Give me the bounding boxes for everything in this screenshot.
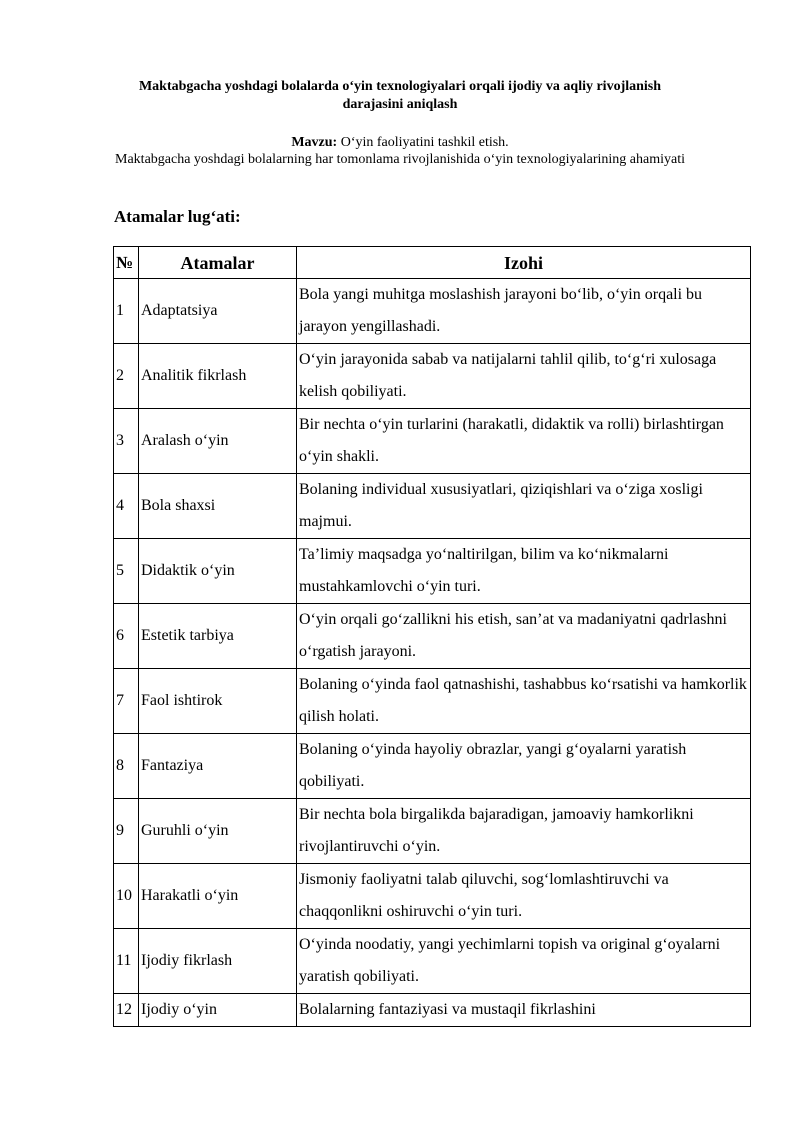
row-number: 10 — [114, 864, 139, 929]
row-description: Bola yangi muhitga moslashish jarayoni bo‘lib, o‘yin orqali bu jarayon yengillashadi. — [297, 279, 751, 344]
topic-text: O‘yin faoliyatini tashkil etish. — [340, 135, 509, 150]
row-description: Bolaning o‘yinda hayoliy obrazlar, yangi g‘oyalarni yaratish qobiliyati. — [297, 734, 751, 799]
row-term: Aralash o‘yin — [139, 409, 297, 474]
table-row — [114, 669, 751, 734]
row-term: Ijodiy fikrlash — [139, 929, 297, 994]
table-row — [114, 344, 751, 409]
document-title: Maktabgacha yoshdagi bolalarda o‘yin texnologiyalari orqali ijodiy va aqliy rivojlanish darajasini aniqlash — [138, 79, 662, 112]
row-term: Analitik fikrlash — [139, 344, 297, 409]
section-heading: Atamalar lug‘ati: — [114, 207, 241, 226]
row-number: 4 — [114, 474, 139, 539]
header-term: Atamalar — [139, 247, 297, 279]
row-number: 11 — [114, 929, 139, 994]
row-term: Didaktik o‘yin — [139, 539, 297, 604]
row-description: Bolaning individual xususiyatlari, qiziqishlari va o‘ziga xosligi majmui. — [297, 474, 751, 539]
row-number: 5 — [114, 539, 139, 604]
table-header-row — [114, 247, 751, 279]
row-term: Harakatli o‘yin — [139, 864, 297, 929]
table-row — [114, 279, 751, 344]
row-number: 3 — [114, 409, 139, 474]
row-description: Jismoniy faoliyatni talab qiluvchi, sog‘lomlashtiruvchi va chaqqonlikni oshiruvchi o‘yin turi. — [297, 864, 751, 929]
row-description: Bir nechta bola birgalikda bajaradigan, jamoaviy hamkorlikni rivojlantiruvchi o‘yin. — [297, 799, 751, 864]
glossary-table — [113, 246, 751, 1027]
row-number: 9 — [114, 799, 139, 864]
table-row — [114, 799, 751, 864]
topic-label: Mavzu: — [291, 135, 338, 150]
row-number: 6 — [114, 604, 139, 669]
table-row — [114, 539, 751, 604]
table-row — [114, 604, 751, 669]
row-description: Bolalarning fantaziyasi va mustaqil fikrlashini — [297, 994, 751, 1027]
row-description: Bolaning o‘yinda faol qatnashishi, tashabbus ko‘rsatishi va hamkorlik qilish holati. — [297, 669, 751, 734]
row-number: 7 — [114, 669, 139, 734]
row-description: Bir nechta o‘yin turlarini (harakatli, didaktik va rolli) birlashtirgan o‘yin shakli. — [297, 409, 751, 474]
header-description: Izohi — [297, 247, 751, 279]
table-row — [114, 474, 751, 539]
row-description: O‘yinda noodatiy, yangi yechimlarni topish va original g‘oyalarni yaratish qobiliyati. — [297, 929, 751, 994]
table-row — [114, 409, 751, 474]
row-description: O‘yin orqali go‘zallikni his etish, san’at va madaniyatni qadrlashni o‘rgatish jarayoni. — [297, 604, 751, 669]
row-term: Bola shaxsi — [139, 474, 297, 539]
table-row — [114, 734, 751, 799]
row-number: 1 — [114, 279, 139, 344]
row-description: Ta’limiy maqsadga yo‘naltirilgan, bilim va ko‘nikmalarni mustahkamlovchi o‘yin turi. — [297, 539, 751, 604]
table-row — [114, 864, 751, 929]
header-number: № — [114, 247, 139, 279]
table-row — [114, 929, 751, 994]
row-number: 2 — [114, 344, 139, 409]
row-term: Adaptatsiya — [139, 279, 297, 344]
row-term: Faol ishtirok — [139, 669, 297, 734]
row-description: O‘yin jarayonida sabab va natijalarni tahlil qilib, to‘g‘ri xulosaga kelish qobiliyati. — [297, 344, 751, 409]
row-term: Guruhli o‘yin — [139, 799, 297, 864]
row-number: 12 — [114, 994, 139, 1027]
topic-line — [110, 134, 690, 151]
row-number: 8 — [114, 734, 139, 799]
row-term: Estetik tarbiya — [139, 604, 297, 669]
row-term: Ijodiy o‘yin — [139, 994, 297, 1027]
table-row — [114, 994, 751, 1027]
document-subtitle: Maktabgacha yoshdagi bolalarning har tomonlama rivojlanishida o‘yin texnologiyalarining ahamiyati — [115, 152, 685, 167]
row-term: Fantaziya — [139, 734, 297, 799]
